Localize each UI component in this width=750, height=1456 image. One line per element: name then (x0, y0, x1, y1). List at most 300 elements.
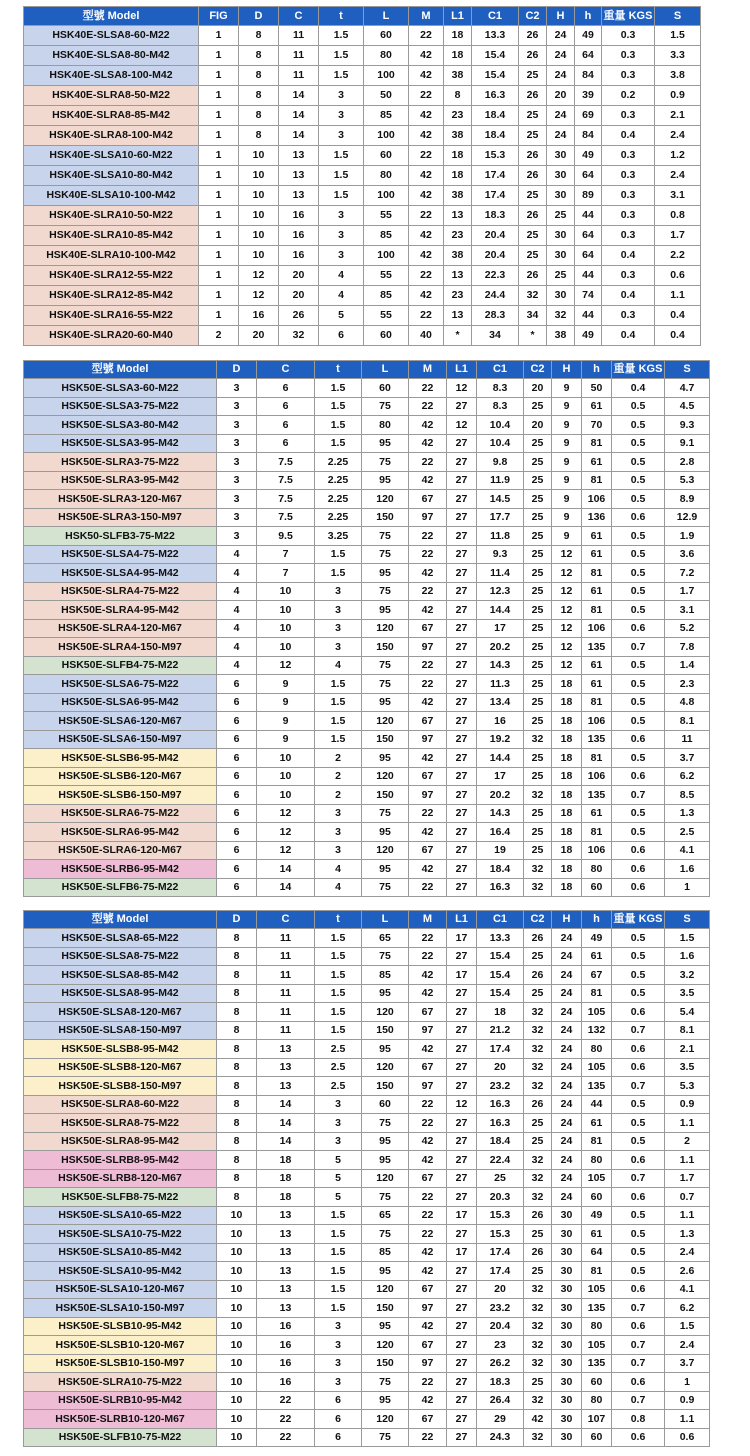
value-cell: 81 (582, 1132, 612, 1151)
value-cell: 49 (582, 1206, 612, 1225)
value-cell: 25 (519, 106, 547, 126)
value-cell: 10 (239, 146, 279, 166)
value-cell: 55 (364, 306, 409, 326)
value-cell: 67 (409, 1280, 447, 1299)
value-cell: 24.3 (477, 1428, 524, 1447)
column-header: S (665, 911, 710, 929)
value-cell: 64 (575, 166, 602, 186)
value-cell: 70 (582, 416, 612, 435)
value-cell: 32 (524, 1058, 552, 1077)
table-row (24, 1410, 710, 1429)
value-cell: 6 (217, 841, 257, 860)
model-cell: HSK50E-SLSA4-75-M22 (24, 545, 217, 564)
column-header: L1 (447, 911, 477, 929)
value-cell: 64 (575, 226, 602, 246)
value-cell: 60 (582, 878, 612, 897)
value-cell: 60 (362, 1095, 409, 1114)
value-cell: 32 (524, 1428, 552, 1447)
value-cell: 20 (239, 326, 279, 346)
value-cell: 3 (315, 1114, 362, 1133)
value-cell: 0.6 (612, 1428, 665, 1447)
value-cell: 0.7 (612, 1354, 665, 1373)
value-cell: 135 (582, 638, 612, 657)
value-cell: 4.5 (665, 397, 710, 416)
value-cell: 22 (409, 1373, 447, 1392)
value-cell: 22 (409, 1428, 447, 1447)
value-cell: 13.4 (477, 693, 524, 712)
value-cell: 95 (362, 1040, 409, 1059)
value-cell: 75 (362, 453, 409, 472)
value-cell: 3.5 (665, 1058, 710, 1077)
value-cell: 11 (257, 1021, 315, 1040)
table-row (24, 1243, 710, 1262)
value-cell: 27 (447, 434, 477, 453)
table-row (24, 46, 701, 66)
value-cell: 9 (552, 508, 582, 527)
value-cell: 17.7 (477, 508, 524, 527)
table-row (24, 767, 710, 786)
value-cell: 81 (582, 749, 612, 768)
value-cell: 18.3 (472, 206, 519, 226)
value-cell: 10 (217, 1336, 257, 1355)
value-cell: 11.9 (477, 471, 524, 490)
value-cell: 6 (217, 878, 257, 897)
value-cell: 16 (239, 306, 279, 326)
value-cell: 0.6 (612, 841, 665, 860)
value-cell: 75 (362, 1114, 409, 1133)
value-cell: 25 (524, 619, 552, 638)
value-cell: 6 (257, 434, 315, 453)
value-cell: 30 (552, 1336, 582, 1355)
value-cell: 24 (552, 1114, 582, 1133)
value-cell: 3 (315, 582, 362, 601)
value-cell: 24 (552, 984, 582, 1003)
header-row (24, 361, 710, 379)
model-cell: HSK40E-SLSA8-100-M42 (24, 66, 199, 86)
value-cell: 7 (257, 545, 315, 564)
value-cell: 3.7 (665, 749, 710, 768)
value-cell: 10 (239, 246, 279, 266)
value-cell: 10 (217, 1262, 257, 1281)
value-cell: 1 (199, 26, 239, 46)
value-cell: 5 (315, 1151, 362, 1170)
value-cell: 22 (409, 527, 447, 546)
value-cell: 27 (447, 1391, 477, 1410)
value-cell: 12 (239, 266, 279, 286)
value-cell: 30 (552, 1373, 582, 1392)
table-row (24, 841, 710, 860)
value-cell: 16 (257, 1373, 315, 1392)
value-cell: 0.7 (612, 1299, 665, 1318)
value-cell: 8 (217, 1058, 257, 1077)
value-cell: 25 (524, 1262, 552, 1281)
value-cell: 8 (217, 1132, 257, 1151)
value-cell: 81 (582, 1262, 612, 1281)
value-cell: 32 (524, 1391, 552, 1410)
value-cell: 8.3 (477, 397, 524, 416)
value-cell: 42 (409, 286, 444, 306)
value-cell: 4 (217, 564, 257, 583)
value-cell: 25 (524, 545, 552, 564)
value-cell: 25 (524, 656, 552, 675)
value-cell: 13 (279, 146, 319, 166)
table-row (24, 1169, 710, 1188)
value-cell: 27 (447, 984, 477, 1003)
value-cell: 10 (217, 1317, 257, 1336)
table-row (24, 582, 710, 601)
value-cell: 27 (447, 730, 477, 749)
value-cell: 135 (582, 786, 612, 805)
column-header: 型號 Model (24, 361, 217, 379)
value-cell: 97 (409, 730, 447, 749)
value-cell: 106 (582, 619, 612, 638)
value-cell: 27 (447, 878, 477, 897)
value-cell: 42 (409, 126, 444, 146)
value-cell: 23 (444, 106, 472, 126)
value-cell: 5.3 (665, 1077, 710, 1096)
value-cell: 44 (575, 306, 602, 326)
value-cell: 11 (257, 984, 315, 1003)
table-body (24, 26, 701, 346)
value-cell: 0.5 (612, 397, 665, 416)
table-row (24, 1188, 710, 1207)
value-cell: 14 (257, 1132, 315, 1151)
value-cell: 135 (582, 1299, 612, 1318)
value-cell: 8 (217, 1040, 257, 1059)
value-cell: 0.6 (612, 860, 665, 879)
model-cell: HSK50E-SLSB6-150-M97 (24, 786, 217, 805)
value-cell: 3.8 (655, 66, 701, 86)
value-cell: 0.4 (602, 246, 655, 266)
value-cell: 8 (239, 86, 279, 106)
value-cell: 60 (364, 26, 409, 46)
value-cell: 75 (362, 656, 409, 675)
value-cell: 22 (409, 146, 444, 166)
value-cell: 10 (217, 1225, 257, 1244)
value-cell: 27 (447, 804, 477, 823)
table-row (24, 804, 710, 823)
value-cell: 26 (519, 166, 547, 186)
value-cell: 18.3 (477, 1373, 524, 1392)
value-cell: 0.5 (612, 545, 665, 564)
value-cell: 12 (552, 638, 582, 657)
value-cell: 13.3 (472, 26, 519, 46)
header-row (24, 911, 710, 929)
value-cell: 10 (257, 767, 315, 786)
value-cell: 10 (217, 1243, 257, 1262)
value-cell: 25 (547, 206, 575, 226)
value-cell: 0.6 (612, 1188, 665, 1207)
value-cell: 25 (524, 490, 552, 509)
value-cell: 44 (575, 206, 602, 226)
value-cell: 22 (409, 1206, 447, 1225)
value-cell: 15.3 (477, 1206, 524, 1225)
value-cell: 32 (524, 1169, 552, 1188)
table-row (24, 397, 710, 416)
value-cell: 6 (217, 730, 257, 749)
value-cell: 95 (362, 1151, 409, 1170)
value-cell: 0.2 (602, 86, 655, 106)
value-cell: 81 (582, 984, 612, 1003)
model-cell: HSK40E-SLRA16-55-M22 (24, 306, 199, 326)
value-cell: 2.5 (315, 1058, 362, 1077)
value-cell: 10 (239, 226, 279, 246)
table-row (24, 434, 710, 453)
value-cell: 2 (199, 326, 239, 346)
model-cell: HSK50E-SLSA10-85-M42 (24, 1243, 217, 1262)
value-cell: 1.5 (315, 416, 362, 435)
value-cell: 22.3 (472, 266, 519, 286)
value-cell: 3 (217, 490, 257, 509)
value-cell: 9 (552, 416, 582, 435)
value-cell: 1.1 (665, 1114, 710, 1133)
value-cell: 120 (362, 841, 409, 860)
value-cell: 0.5 (612, 656, 665, 675)
value-cell: 2.1 (655, 106, 701, 126)
value-cell: 3 (319, 126, 364, 146)
column-header: 型號 Model (24, 911, 217, 929)
value-cell: 120 (362, 1336, 409, 1355)
table-row (24, 126, 701, 146)
value-cell: 26.4 (477, 1391, 524, 1410)
table-row (24, 1428, 710, 1447)
value-cell: 0.5 (612, 1225, 665, 1244)
value-cell: 2 (315, 767, 362, 786)
value-cell: 135 (582, 1354, 612, 1373)
value-cell: 20.4 (472, 246, 519, 266)
value-cell: 0.5 (612, 434, 665, 453)
value-cell: 6 (217, 860, 257, 879)
value-cell: 135 (582, 730, 612, 749)
value-cell: 60 (582, 1188, 612, 1207)
value-cell: 97 (409, 1021, 447, 1040)
value-cell: 42 (409, 1317, 447, 1336)
value-cell: 13 (279, 166, 319, 186)
value-cell: 23 (477, 1336, 524, 1355)
value-cell: 42 (409, 984, 447, 1003)
value-cell: 80 (582, 1040, 612, 1059)
value-cell: 100 (364, 186, 409, 206)
value-cell: 7.5 (257, 508, 315, 527)
value-cell: 85 (364, 226, 409, 246)
value-cell: 9 (552, 434, 582, 453)
table-row (24, 246, 701, 266)
value-cell: 61 (582, 675, 612, 694)
value-cell: 80 (582, 1391, 612, 1410)
model-cell: HSK50E-SLFB4-75-M22 (24, 656, 217, 675)
value-cell: 15.4 (477, 966, 524, 985)
value-cell: 81 (582, 564, 612, 583)
table-row (24, 1299, 710, 1318)
model-cell: HSK50E-SLRB8-95-M42 (24, 1151, 217, 1170)
value-cell: 9 (552, 379, 582, 398)
value-cell: 20 (524, 416, 552, 435)
table-row (24, 675, 710, 694)
value-cell: 27 (447, 397, 477, 416)
value-cell: 95 (362, 693, 409, 712)
value-cell: 9 (552, 527, 582, 546)
value-cell: 0.3 (602, 26, 655, 46)
value-cell: 97 (409, 786, 447, 805)
value-cell: 61 (582, 1225, 612, 1244)
value-cell: 25 (524, 1225, 552, 1244)
value-cell: 3 (217, 508, 257, 527)
table-header (24, 7, 701, 26)
value-cell: 6 (217, 712, 257, 731)
value-cell: 120 (362, 1058, 409, 1077)
value-cell: 3 (315, 619, 362, 638)
model-cell: HSK40E-SLSA10-100-M42 (24, 186, 199, 206)
value-cell: 42 (409, 966, 447, 985)
value-cell: 4.7 (665, 379, 710, 398)
model-cell: HSK50E-SLRA3-150-M97 (24, 508, 217, 527)
model-cell: HSK50E-SLRA6-120-M67 (24, 841, 217, 860)
column-header: C1 (477, 911, 524, 929)
table-row (24, 1132, 710, 1151)
model-cell: HSK50E-SLSA3-75-M22 (24, 397, 217, 416)
value-cell: 24 (552, 1095, 582, 1114)
value-cell: 12 (552, 656, 582, 675)
value-cell: 3.2 (665, 966, 710, 985)
value-cell: 61 (582, 545, 612, 564)
value-cell: 21.2 (477, 1021, 524, 1040)
value-cell: 42 (524, 1410, 552, 1429)
value-cell: 1.3 (665, 804, 710, 823)
model-cell: HSK50E-SLSA3-60-M22 (24, 379, 217, 398)
value-cell: 1.5 (315, 545, 362, 564)
value-cell: 95 (362, 984, 409, 1003)
value-cell: 1.5 (315, 1299, 362, 1318)
value-cell: 1.5 (315, 693, 362, 712)
value-cell: 27 (447, 1151, 477, 1170)
value-cell: 1 (199, 306, 239, 326)
column-header: 重量 KGS (612, 361, 665, 379)
value-cell: 8 (239, 66, 279, 86)
value-cell: 0.6 (612, 730, 665, 749)
value-cell: 16.3 (472, 86, 519, 106)
value-cell: 75 (362, 1225, 409, 1244)
value-cell: 64 (575, 246, 602, 266)
value-cell: 10 (257, 749, 315, 768)
value-cell: 12 (447, 379, 477, 398)
value-cell: 7.8 (665, 638, 710, 657)
value-cell: 10 (217, 1373, 257, 1392)
value-cell: 150 (362, 1299, 409, 1318)
value-cell: 27 (447, 582, 477, 601)
value-cell: 0.7 (612, 638, 665, 657)
value-cell: 0.6 (612, 767, 665, 786)
column-header: M (409, 911, 447, 929)
column-header: C1 (477, 361, 524, 379)
model-cell: HSK50E-SLRA8-95-M42 (24, 1132, 217, 1151)
value-cell: 27 (447, 749, 477, 768)
column-header: H (552, 361, 582, 379)
value-cell: 11 (279, 66, 319, 86)
value-cell: 5.3 (665, 471, 710, 490)
value-cell: 65 (362, 1206, 409, 1225)
value-cell: 32 (547, 306, 575, 326)
value-cell: 75 (362, 527, 409, 546)
value-cell: 2.25 (315, 490, 362, 509)
model-cell: HSK50E-SLSA3-80-M42 (24, 416, 217, 435)
value-cell: 80 (582, 1151, 612, 1170)
model-cell: HSK50E-SLSA8-95-M42 (24, 984, 217, 1003)
value-cell: 8 (217, 947, 257, 966)
model-cell: HSK40E-SLRA8-50-M22 (24, 86, 199, 106)
value-cell: 17.4 (472, 186, 519, 206)
value-cell: 20 (279, 286, 319, 306)
model-cell: HSK50E-SLSA8-150-M97 (24, 1021, 217, 1040)
value-cell: 75 (362, 1188, 409, 1207)
value-cell: 27 (447, 1114, 477, 1133)
value-cell: 14 (257, 860, 315, 879)
model-cell: HSK50E-SLSB8-120-M67 (24, 1058, 217, 1077)
model-cell: HSK50E-SLSA8-120-M67 (24, 1003, 217, 1022)
value-cell: 4.1 (665, 1280, 710, 1299)
value-cell: 2.25 (315, 471, 362, 490)
value-cell: * (444, 326, 472, 346)
value-cell: 89 (575, 186, 602, 206)
value-cell: 50 (582, 379, 612, 398)
value-cell: 32 (524, 1317, 552, 1336)
value-cell: 75 (362, 675, 409, 694)
model-cell: HSK50E-SLSA8-85-M42 (24, 966, 217, 985)
value-cell: 27 (447, 490, 477, 509)
value-cell: 1.5 (315, 1003, 362, 1022)
value-cell: 18 (257, 1188, 315, 1207)
value-cell: 0.5 (612, 582, 665, 601)
value-cell: 22 (409, 582, 447, 601)
table-row (24, 453, 710, 472)
header-row (24, 7, 701, 26)
value-cell: 61 (582, 397, 612, 416)
value-cell: 95 (362, 564, 409, 583)
value-cell: 0.5 (612, 804, 665, 823)
value-cell: 24 (552, 966, 582, 985)
value-cell: 22 (409, 929, 447, 948)
table-row (24, 1077, 710, 1096)
value-cell: 1.1 (655, 286, 701, 306)
value-cell: 12 (257, 823, 315, 842)
value-cell: 1.5 (319, 26, 364, 46)
value-cell: 18 (552, 730, 582, 749)
value-cell: 80 (362, 416, 409, 435)
value-cell: 75 (362, 804, 409, 823)
table-row (24, 416, 710, 435)
value-cell: 95 (362, 860, 409, 879)
value-cell: 13 (257, 1077, 315, 1096)
model-cell: HSK50E-SLRA4-120-M67 (24, 619, 217, 638)
value-cell: 0.6 (612, 619, 665, 638)
value-cell: 8.1 (665, 1021, 710, 1040)
value-cell: 38 (444, 186, 472, 206)
value-cell: 22 (257, 1391, 315, 1410)
value-cell: 25 (524, 693, 552, 712)
value-cell: 67 (409, 712, 447, 731)
value-cell: 27 (447, 619, 477, 638)
value-cell: 2.4 (665, 1243, 710, 1262)
value-cell: 1 (665, 1373, 710, 1392)
model-cell: HSK50-SLFB3-75-M22 (24, 527, 217, 546)
spec-table-hsk50e-small (23, 360, 710, 897)
table-row (24, 878, 710, 897)
value-cell: 23 (444, 226, 472, 246)
value-cell: 14 (279, 86, 319, 106)
column-header: M (409, 361, 447, 379)
value-cell: 85 (362, 966, 409, 985)
value-cell: 18.4 (477, 860, 524, 879)
value-cell: 1.5 (315, 564, 362, 583)
